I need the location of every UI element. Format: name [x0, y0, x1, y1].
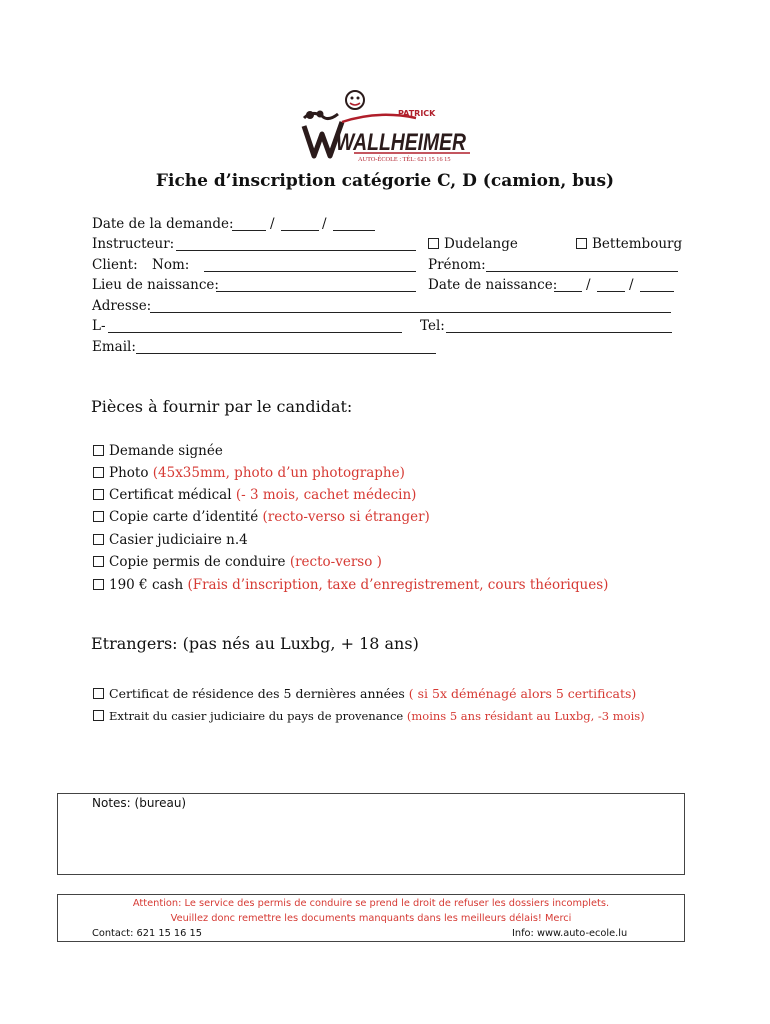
date-separator: /	[629, 277, 634, 293]
checkbox[interactable]	[93, 688, 104, 699]
option-bettembourg[interactable]	[576, 236, 682, 252]
lieu-naissance-field[interactable]	[216, 291, 416, 292]
email-label: Email:	[92, 339, 136, 355]
prenom-label: Prénom:	[428, 257, 486, 273]
email-field[interactable]	[136, 353, 436, 354]
piece-item[interactable]	[93, 465, 405, 481]
piece-item[interactable]	[93, 443, 223, 459]
tel-label: Tel:	[420, 318, 445, 334]
piece-label: Copie permis de conduire	[109, 554, 290, 570]
dn-year-field[interactable]	[640, 291, 674, 292]
etranger-item[interactable]	[93, 709, 645, 723]
piece-item[interactable]	[93, 487, 416, 503]
piece-label: 190 € cash	[109, 577, 188, 593]
notes-box[interactable]	[57, 793, 685, 875]
checkbox[interactable]	[93, 556, 104, 567]
logo-brand-top: PATRICK	[398, 109, 436, 118]
date-separator: /	[322, 216, 327, 232]
dn-month-field[interactable]	[597, 291, 625, 292]
checkbox[interactable]	[93, 467, 104, 478]
prenom-field[interactable]	[486, 271, 678, 272]
attention-line-2: Veuillez donc remettre les documents manquants dans les meilleurs délais! Merci	[170, 913, 572, 924]
page-title: Fiche d’inscription catégorie C, D (camion, bus)	[155, 171, 615, 191]
attention-line-1: Attention: Le service des permis de conduire se prend le droit de refuser les dossiers incomplets.	[132, 898, 610, 909]
checkbox[interactable]	[93, 511, 104, 522]
piece-label: Casier judiciaire n.4	[109, 532, 248, 548]
etranger-label: Extrait du casier judiciaire du pays de provenance	[109, 709, 407, 723]
date-separator: /	[270, 216, 275, 232]
option-bettembourg-label: Bettembourg	[592, 236, 683, 252]
etranger-note: ( si 5x déménagé alors 5 certificats)	[408, 686, 637, 701]
adresse-label: Adresse:	[92, 298, 152, 314]
date-year-field[interactable]	[333, 230, 375, 231]
etrangers-heading: Etrangers: (pas nés au Luxbg, + 18 ans)	[91, 634, 419, 653]
checkbox[interactable]	[93, 445, 104, 456]
option-dudelange-label: Dudelange	[444, 236, 518, 252]
pieces-heading: Pièces à fournir par le candidat:	[91, 397, 353, 416]
date-day-field[interactable]	[232, 230, 266, 231]
nom-label: Nom:	[152, 257, 190, 273]
logo-brand-name: WALLHEIMER	[336, 129, 467, 156]
nom-field[interactable]	[204, 271, 416, 272]
piece-label: Certificat médical	[109, 487, 236, 503]
tel-field[interactable]	[446, 332, 672, 333]
date-naissance-label: Date de naissance:	[428, 277, 558, 293]
etranger-label: Certificat de résidence des 5 dernières années	[109, 686, 409, 701]
piece-note: (recto-verso si étranger)	[262, 509, 430, 525]
date-demande-label: Date de la demande:	[92, 216, 234, 232]
piece-item[interactable]	[93, 509, 430, 525]
checkbox[interactable]	[93, 710, 104, 721]
notes-label: Notes: (bureau)	[92, 796, 187, 810]
checkbox[interactable]	[428, 238, 439, 249]
piece-label: Demande signée	[109, 443, 223, 459]
piece-note: (recto-verso )	[289, 554, 382, 570]
info-website: Info: www.auto-ecole.lu	[512, 928, 628, 939]
piece-note: (Frais d’inscription, taxe d’enregistrement, cours théoriques)	[187, 577, 609, 593]
checkbox[interactable]	[93, 534, 104, 545]
footer-box	[57, 894, 685, 942]
checkbox[interactable]	[93, 489, 104, 500]
piece-label: Photo	[109, 465, 153, 481]
instructeur-field[interactable]	[176, 250, 416, 251]
piece-label: Copie carte d’identité	[109, 509, 263, 525]
client-label: Client:	[92, 257, 138, 273]
piece-item[interactable]	[93, 577, 608, 593]
dn-day-field[interactable]	[554, 291, 582, 292]
piece-item[interactable]	[93, 554, 382, 570]
etranger-note: (moins 5 ans résidant au Luxbg, -3 mois)	[406, 709, 645, 723]
l-label: L-	[92, 318, 106, 334]
adresse-field[interactable]	[150, 312, 671, 313]
logo-brand-sub: AUTO-ÉCOLE : TÉL: 621 15 16 15	[358, 156, 451, 163]
piece-item[interactable]	[93, 532, 248, 548]
logo-graphic	[298, 88, 478, 166]
date-separator: /	[586, 277, 591, 293]
auto-ecole-logo	[298, 88, 478, 166]
checkbox[interactable]	[576, 238, 587, 249]
checkbox[interactable]	[93, 579, 104, 590]
piece-note: (- 3 mois, cachet médecin)	[235, 487, 417, 503]
instructeur-label: Instructeur:	[92, 236, 175, 252]
etranger-item[interactable]	[93, 686, 636, 701]
piece-note: (45x35mm, photo d’un photographe)	[152, 465, 405, 481]
lieu-naissance-label: Lieu de naissance:	[92, 277, 219, 293]
postal-code-field[interactable]	[108, 332, 402, 333]
date-month-field[interactable]	[281, 230, 319, 231]
option-dudelange[interactable]	[428, 236, 518, 252]
contact-text: Contact: 621 15 16 15	[92, 928, 202, 939]
